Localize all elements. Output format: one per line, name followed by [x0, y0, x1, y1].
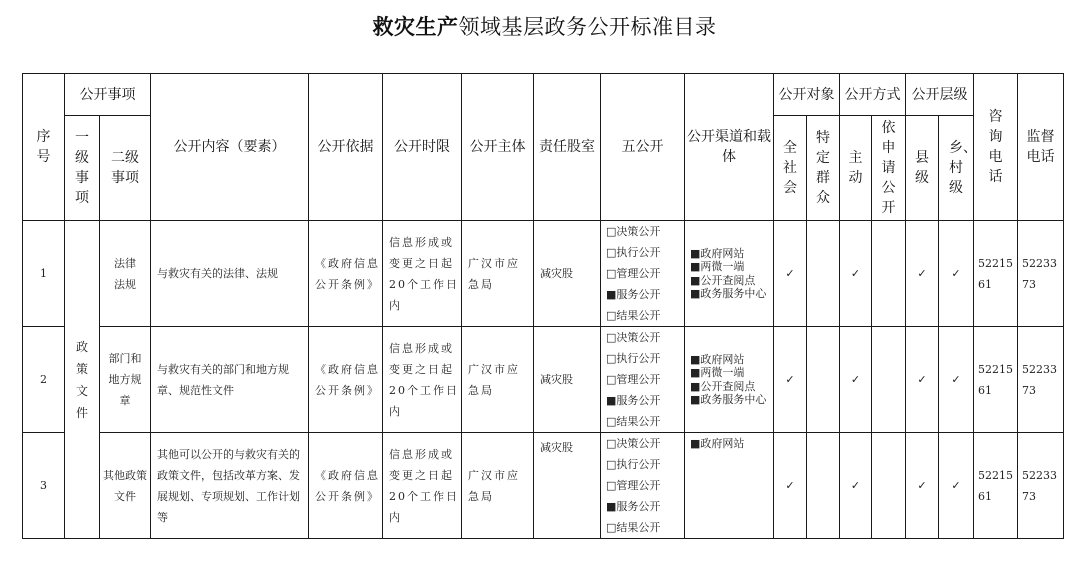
five-item: □决策公开: [606, 437, 661, 450]
cell-phone: 5221561: [974, 221, 1018, 327]
cell-seq: 3: [23, 433, 65, 539]
check-obj-all: ✓: [774, 433, 807, 539]
check-obj-specific: [807, 221, 840, 327]
cell-seq: 1: [23, 221, 65, 327]
five-item: □决策公开: [606, 331, 661, 344]
cell-dept: 减灾股: [534, 327, 601, 433]
cell-phone: 5221561: [974, 327, 1018, 433]
channel-item: ■公开查阅点: [690, 379, 756, 393]
channel-item: ■公开查阅点: [690, 273, 756, 287]
cell-channel: [685, 433, 774, 539]
cell-supervise: 5223373: [1018, 327, 1064, 433]
cell-content: 其他可以公开的与救灾有关的政策文件，包括改革方案、发展规划、专项规划、工作计划等: [151, 433, 309, 539]
check-mode-request: [872, 433, 906, 539]
channel-item: ■两微一端: [690, 366, 745, 379]
header-mode-active: 主动: [840, 116, 872, 221]
five-item: □管理公开: [606, 479, 661, 492]
cell-basis: 《政府信息公开条例》: [309, 433, 383, 539]
check-lvl-town: ✓: [939, 221, 974, 327]
check-mode-request: [872, 327, 906, 433]
channel-item: ■政府网站: [690, 352, 745, 366]
header-obj-specific: 特定群众: [807, 116, 840, 221]
header-time-limit: 公开时限: [383, 74, 462, 221]
cell-time-limit: 信息形成或变更之日起20个工作日内: [383, 327, 462, 433]
check-lvl-town: ✓: [939, 433, 974, 539]
cell-category: 政策文件: [65, 221, 100, 539]
header-items-group: 公开事项: [65, 74, 151, 116]
cell-supervise: 5223373: [1018, 433, 1064, 539]
header-lvl-town: 乡、村级: [939, 116, 974, 221]
five-item: ■服务公开: [606, 288, 661, 301]
check-lvl-county: ✓: [906, 221, 939, 327]
page-title: [0, 13, 1089, 41]
check-mode-active: ✓: [840, 221, 872, 327]
header-level1: 一级事项: [65, 116, 100, 221]
five-item: □决策公开: [606, 225, 661, 238]
cell-content: 与救灾有关的法律、法规: [151, 221, 309, 327]
header-content: 公开内容（要素）: [151, 74, 309, 221]
cell-level2: 法律法规: [100, 221, 151, 327]
cell-subject: 广汉市应急局: [462, 327, 534, 433]
five-item: □结果公开: [606, 521, 661, 534]
cell-dept: 减灾股: [534, 221, 601, 327]
channel-item: ■政府网站: [690, 246, 745, 260]
header-dept: 责任股室: [534, 74, 601, 221]
header-object-group: 公开对象: [774, 74, 840, 116]
five-item: □管理公开: [606, 267, 661, 280]
table-body: [23, 221, 1064, 539]
check-lvl-town: ✓: [939, 327, 974, 433]
cell-five-public: [601, 433, 685, 539]
check-mode-active: ✓: [840, 327, 872, 433]
five-item: □结果公开: [606, 415, 661, 428]
catalog-table: [22, 73, 1064, 539]
check-obj-specific: [807, 433, 840, 539]
check-lvl-county: ✓: [906, 433, 939, 539]
cell-subject: 广汉市应急局: [462, 433, 534, 539]
channel-item: ■两微一端: [690, 260, 745, 273]
cell-channel: [685, 327, 774, 433]
five-item: ■服务公开: [606, 394, 661, 407]
table-header: [23, 74, 1064, 221]
table-row: [23, 327, 1064, 433]
check-mode-request: [872, 221, 906, 327]
channel-item: ■政务服务中心: [690, 287, 767, 300]
cell-subject: 广汉市应急局: [462, 221, 534, 327]
cell-five-public: [601, 221, 685, 327]
header-basis: 公开依据: [309, 74, 383, 221]
cell-dept: 减灾股: [534, 433, 601, 539]
table-row: [23, 433, 1064, 539]
table-row: [23, 221, 1064, 327]
five-item: □执行公开: [606, 246, 661, 259]
check-lvl-county: ✓: [906, 327, 939, 433]
cell-time-limit: 信息形成或变更之日起20个工作日内: [383, 221, 462, 327]
header-lvl-county: 县级: [906, 116, 939, 221]
header-supervise: 监督电话: [1018, 74, 1064, 221]
five-item: □执行公开: [606, 352, 661, 365]
check-obj-all: ✓: [774, 221, 807, 327]
cell-five-public: [601, 327, 685, 433]
cell-channel: [685, 221, 774, 327]
cell-phone: 5221561: [974, 433, 1018, 539]
header-phone: 咨询电话: [974, 74, 1018, 221]
cell-level2: 部门和地方规章: [100, 327, 151, 433]
channel-item: ■政务服务中心: [690, 393, 767, 406]
header-mode-request: 依申请公开: [872, 116, 906, 221]
five-item: □执行公开: [606, 458, 661, 471]
header-seq: 序号: [23, 74, 65, 221]
header-level2: 二级事项: [100, 116, 151, 221]
header-obj-all: 全社会: [774, 116, 807, 221]
title-bold: 救灾生产: [372, 14, 459, 39]
cell-basis: 《政府信息公开条例》: [309, 221, 383, 327]
cell-supervise: 5223373: [1018, 221, 1064, 327]
channel-item: ■政府网站: [690, 437, 745, 450]
header-five-public: 五公开: [601, 74, 685, 221]
title-rest: 领域基层政务公开标准目录: [458, 15, 717, 39]
header-channel: 公开渠道和载体: [685, 74, 774, 221]
check-obj-all: ✓: [774, 327, 807, 433]
cell-content: 与救灾有关的部门和地方规章、规范性文件: [151, 327, 309, 433]
cell-basis: 《政府信息公开条例》: [309, 327, 383, 433]
cell-seq: 2: [23, 327, 65, 433]
header-level-group: 公开层级: [906, 74, 974, 116]
cell-level2: 其他政策文件: [100, 433, 151, 539]
five-item: ■服务公开: [606, 500, 661, 513]
check-obj-specific: [807, 327, 840, 433]
check-mode-active: ✓: [840, 433, 872, 539]
five-item: □结果公开: [606, 309, 661, 322]
header-mode-group: 公开方式: [840, 74, 906, 116]
five-item: □管理公开: [606, 373, 661, 386]
cell-time-limit: 信息形成或变更之日起20个工作日内: [383, 433, 462, 539]
header-subject: 公开主体: [462, 74, 534, 221]
